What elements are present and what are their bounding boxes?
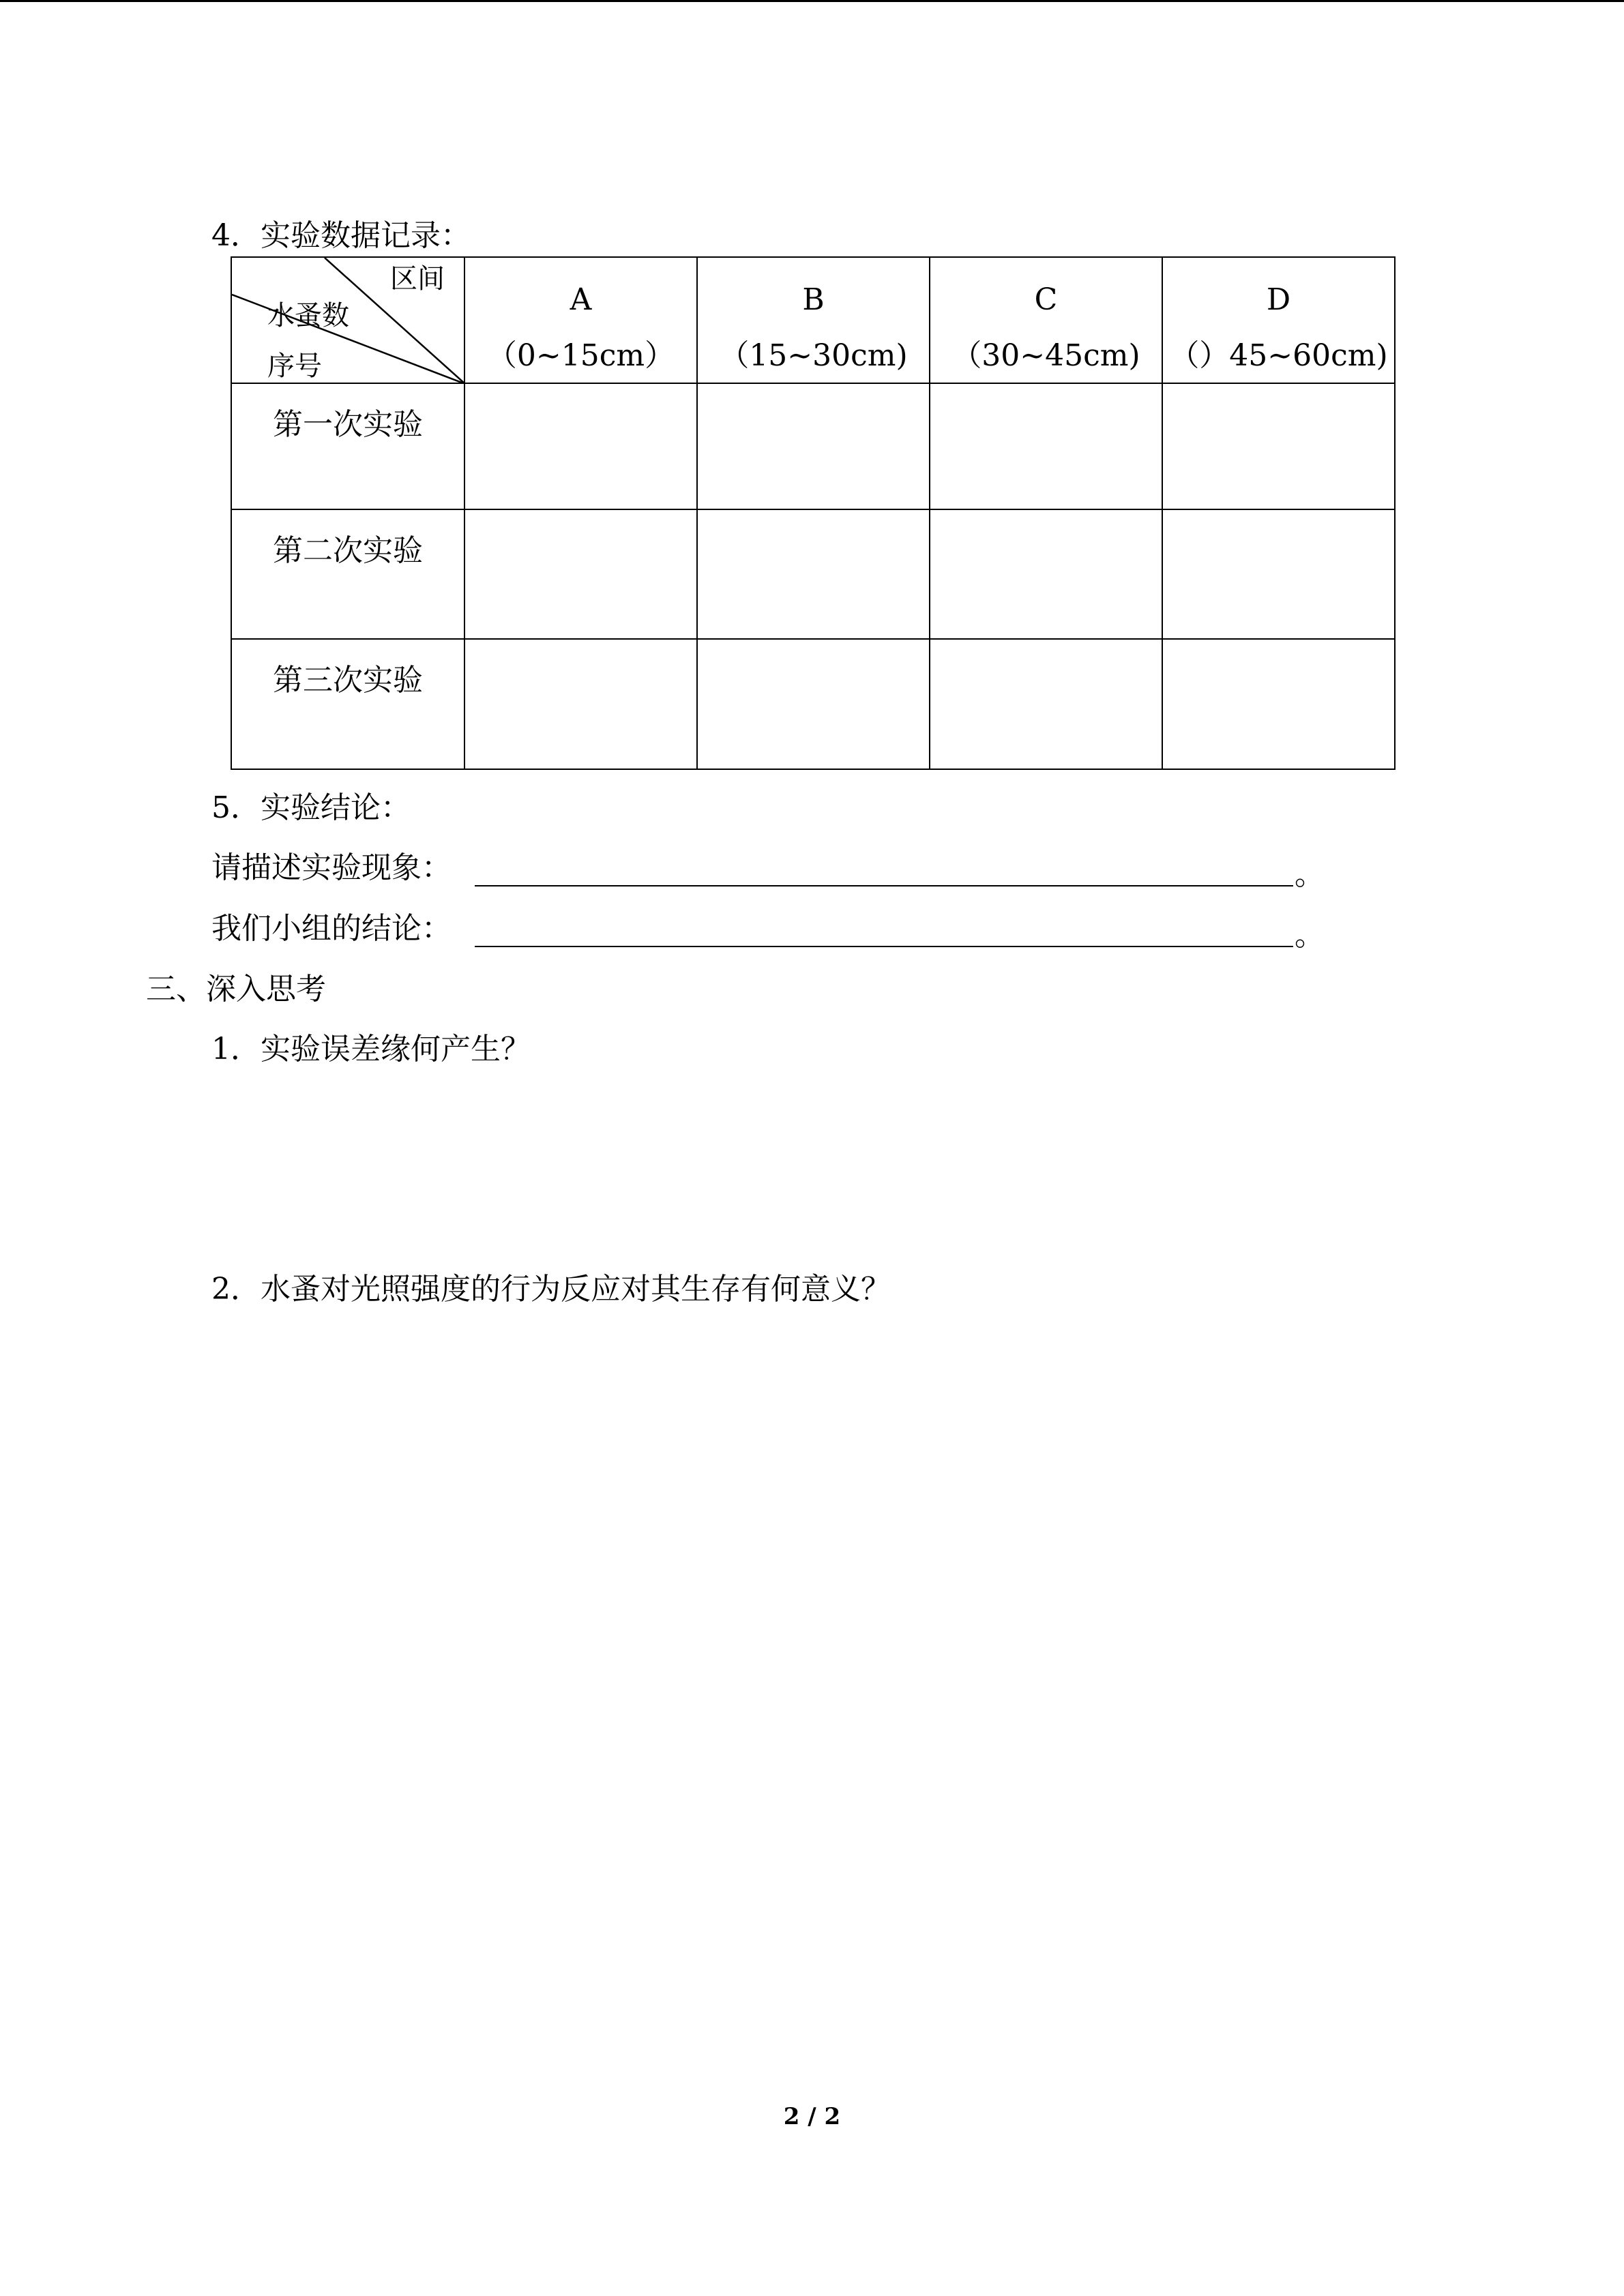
data-record-table bbox=[231, 256, 1394, 769]
column-range: （30~45cm) bbox=[951, 338, 1140, 373]
corner-label-interval: 区间 bbox=[390, 263, 445, 295]
data-cell[interactable] bbox=[464, 639, 697, 769]
row-label-cell bbox=[231, 383, 464, 509]
conclusion-period: 。 bbox=[1295, 918, 1325, 953]
diagonal-header-cell bbox=[231, 257, 464, 383]
data-cell[interactable] bbox=[464, 383, 697, 509]
column-range: （）45~60cm) bbox=[1169, 338, 1388, 373]
column-header-b bbox=[697, 257, 930, 383]
data-cell[interactable] bbox=[697, 639, 930, 769]
column-range: （0~15cm） bbox=[486, 338, 675, 373]
group-conclusion-label: 我们小组的结论： bbox=[211, 911, 452, 946]
data-cell[interactable] bbox=[930, 383, 1162, 509]
describe-phenomenon-label: 请描述实验现象： bbox=[211, 850, 452, 885]
page-number: 2 / 2 bbox=[783, 2103, 841, 2130]
table-row bbox=[231, 383, 1395, 509]
column-letter: C bbox=[1034, 282, 1058, 317]
column-letter: D bbox=[1266, 282, 1291, 317]
column-range: （15~30cm) bbox=[719, 338, 908, 373]
section4-heading: 4．实验数据记录： bbox=[211, 218, 471, 253]
column-header-d bbox=[1162, 257, 1395, 383]
data-cell[interactable] bbox=[697, 383, 930, 509]
row-label-cell bbox=[231, 509, 464, 639]
data-cell[interactable] bbox=[697, 509, 930, 639]
table-row bbox=[231, 509, 1395, 639]
table-header-row bbox=[231, 257, 1395, 383]
row-label: 第二次实验 bbox=[273, 533, 423, 568]
column-header-a bbox=[464, 257, 697, 383]
table-row bbox=[231, 639, 1395, 769]
row-label: 第一次实验 bbox=[273, 407, 423, 442]
part3-heading: 三、深入思考 bbox=[146, 972, 326, 1007]
group-conclusion-blank[interactable] bbox=[475, 946, 1293, 947]
data-cell[interactable] bbox=[1162, 639, 1395, 769]
data-cell[interactable] bbox=[1162, 383, 1395, 509]
column-header-c bbox=[930, 257, 1162, 383]
question-1: 1．实验误差缘何产生？ bbox=[211, 1032, 531, 1067]
data-cell[interactable] bbox=[1162, 509, 1395, 639]
data-cell[interactable] bbox=[464, 509, 697, 639]
corner-label-count: 水蚤数 bbox=[267, 300, 349, 331]
describe-period: 。 bbox=[1295, 857, 1325, 892]
row-label-cell bbox=[231, 639, 464, 769]
column-letter: A bbox=[570, 282, 592, 317]
corner-label-index: 序号 bbox=[267, 351, 322, 382]
describe-phenomenon-blank[interactable] bbox=[475, 885, 1293, 886]
data-cell[interactable] bbox=[930, 509, 1162, 639]
question-2: 2．水蚤对光照强度的行为反应对其生存有何意义？ bbox=[211, 1272, 891, 1307]
row-label: 第三次实验 bbox=[273, 663, 423, 698]
data-cell[interactable] bbox=[930, 639, 1162, 769]
column-letter: B bbox=[802, 282, 825, 317]
page-top-border bbox=[0, 0, 1624, 2]
section5-heading: 5．实验结论： bbox=[211, 790, 411, 825]
